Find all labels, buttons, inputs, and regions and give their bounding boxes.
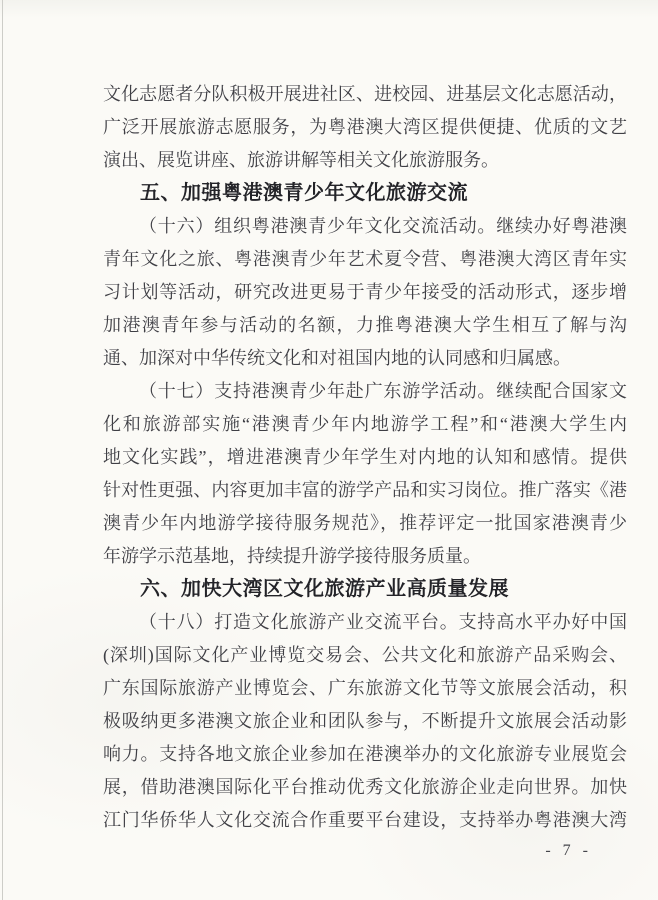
- scan-edge-artifact: [2, 0, 3, 900]
- text-line: 针对性更强、内容更加丰富的游学产品和实习岗位。推广落实《港: [103, 480, 627, 500]
- text-line: 习计划等活动，研究改进更易于青少年接受的活动形式，逐步增: [103, 282, 627, 302]
- text-line: 展，借助港澳国际化平台推动优秀文化旅游企业走向世界。加快: [103, 777, 627, 797]
- text-line: （十七）支持港澳青少年赴广东游学活动。继续配合国家文: [139, 381, 627, 401]
- text-line: 化和旅游部实施“港澳青少年内地游学工程”和“港澳大学生内: [103, 414, 627, 434]
- page-number: - 7 -: [545, 842, 592, 859]
- text-line: 演出、展览讲座、旅游讲解等相关文化旅游服务。: [103, 150, 499, 170]
- text-line: 澳青少年内地游学接待服务规范》，推荐评定一批国家港澳青少: [103, 513, 627, 533]
- text-line: 响力。支持各地文旅企业参加在港澳举办的文化旅游专业展览会: [103, 744, 627, 764]
- text-line: 广东国际旅游产业博览会、广东旅游文化节等文旅展会活动，积: [103, 678, 627, 698]
- text-line: 加港澳青年参与活动的名额，力推粤港澳大学生相互了解与沟: [103, 315, 627, 335]
- section-heading-five: 五、加强粤港澳青少年文化旅游交流: [140, 182, 468, 204]
- section-heading-six: 六、加快大湾区文化旅游产业高质量发展: [140, 578, 509, 600]
- text-line: 江门华侨华人文化交流合作重要平台建设，支持举办粤港澳大湾: [103, 810, 627, 830]
- text-line: 年游学示范基地，持续提升游学接待服务质量。: [103, 546, 481, 566]
- text-line: 广泛开展旅游志愿服务，为粤港澳大湾区提供便捷、优质的文艺: [103, 117, 627, 137]
- text-line: 极吸纳更多港澳文旅企业和团队参与，不断提升文旅展会活动影: [103, 711, 627, 731]
- text-line: 青年文化之旅、粤港澳青少年艺术夏令营、粤港澳大湾区青年实: [103, 249, 627, 269]
- text-line: 地文化实践”，增进港澳青少年学生对内地的认知和感情。提供: [103, 447, 627, 467]
- text-line: 文化志愿者分队积极开展进社区、进校园、进基层文化志愿活动，: [103, 84, 627, 104]
- text-line: （十八）打造文化旅游产业交流平台。支持高水平办好中国: [139, 612, 627, 632]
- text-line: 通、加深对中华传统文化和对祖国内地的认同感和归属感。: [103, 348, 571, 368]
- text-line: (深圳)国际文化产业博览交易会、公共文化和旅游产品采购会、: [103, 645, 627, 665]
- text-line: （十六）组织粤港澳青少年文化交流活动。继续办好粤港澳: [139, 216, 627, 236]
- document-text-block: [103, 78, 627, 837]
